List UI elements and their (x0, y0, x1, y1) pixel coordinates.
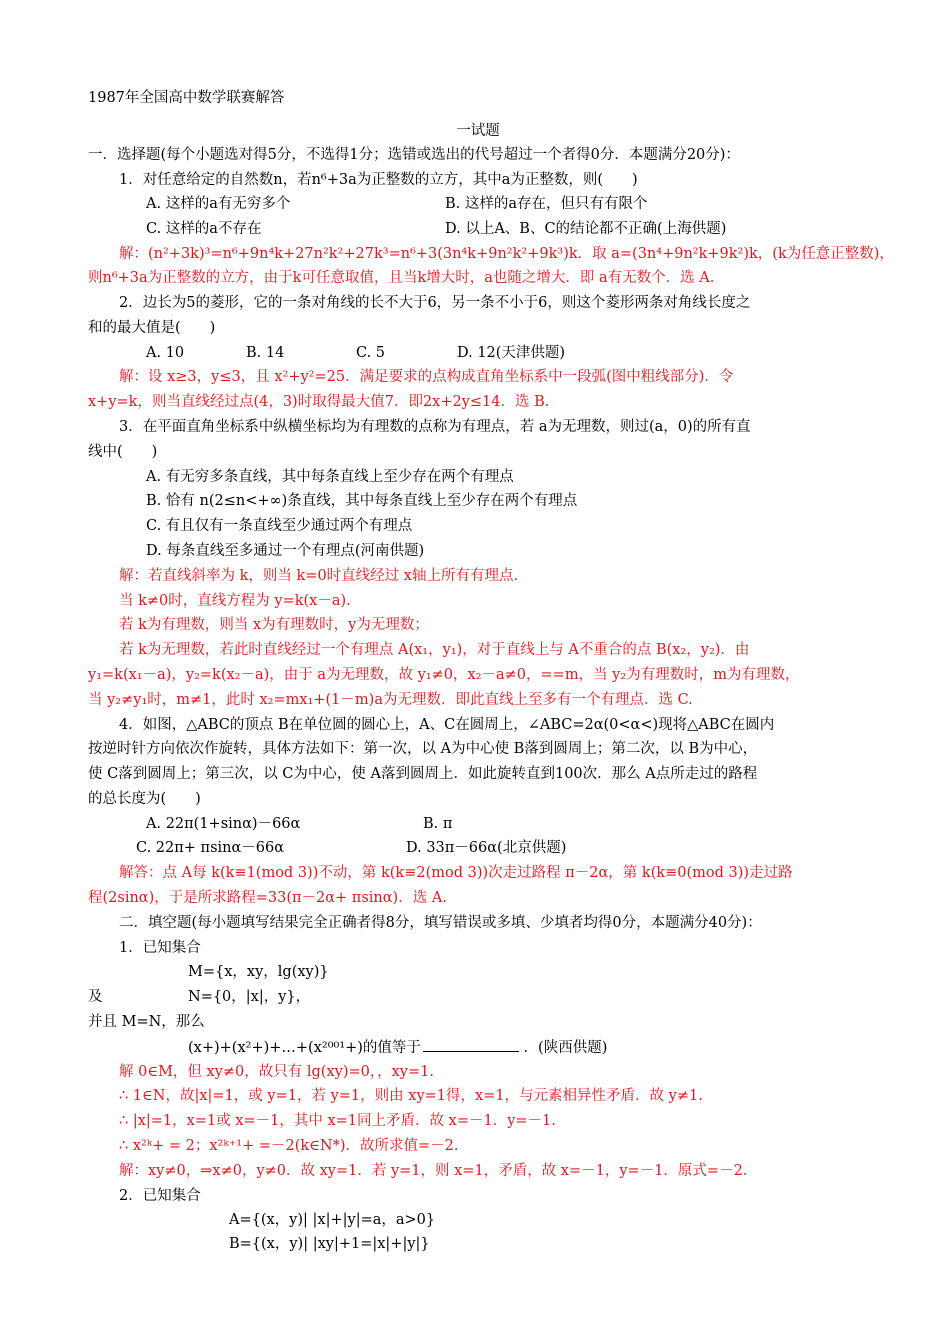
solution-line: ∴ x²ᵏ+ = 2；x²ᵏ⁺¹+ =－2(k∈N*)．故所求值=－2. (119, 1138, 459, 1154)
solution-line: x+y=k，则当直线经过点(4，3)时取得最大值7．即2x+2y≤14．选 B. (88, 394, 550, 410)
option-c: C. 这样的a不存在 (146, 221, 262, 237)
question-3: 3．在平面直角坐标系中纵横坐标均为有理数的点称为有理点，若 a为无理数，则过(a，0)的所有直 (119, 419, 751, 435)
expression-text: (x+)+(x²+)+…+(x²⁰⁰¹+)的值等于 (188, 1040, 421, 1056)
question-fill-1: 1．已知集合 (119, 940, 201, 956)
question-2-cont: 和的最大值是( ) (88, 320, 216, 336)
doc-title: 1987年全国高中数学联赛解答 (88, 90, 285, 106)
solution-line: 当 y₂≠y₁时，m≠1，此时 x₂=mx₁+(1－m)a为无理数．即此直线上至多有一个有理点．选 C. (88, 692, 693, 708)
solution-line: 若 k为无理数，若此时直线经过一个有理点 A(x₁，y₁)，对于直线上与 A不重合的点 B(x₂，y₂)．由 (119, 642, 750, 658)
solution-line: 解：若直线斜率为 k，则当 k=0时直线经过 x轴上所有有理点. (119, 568, 519, 584)
question-4-cont: 按逆时针方向依次作旋转，具体方法如下：第一次，以 A为中心使 B落到圆周上；第二次，以 B为中心， (88, 741, 758, 757)
option-c: C. 有且仅有一条直线至少通过两个有理点 (146, 518, 413, 534)
option-b: B. π (423, 816, 453, 832)
solution-line: 程(2sinα)，于是所求路程=33(π－2α+ πsinα)．选 A. (88, 890, 447, 906)
option-c: C. 22π+ πsinα－66α (136, 840, 285, 856)
answer-blank (423, 1037, 519, 1052)
expression-line (188, 1037, 607, 1058)
option-b: B. 这样的a存在，但只有有限个 (445, 196, 648, 212)
question-2: 2．边长为5的菱形，它的一条对角线的长不大于6，另一条不小于6，则这个菱形两条对角线长度之 (119, 295, 751, 311)
source-note: ．(陕西供题) (523, 1040, 608, 1056)
solution-line: 若 k为有理数，则当 x为有理数时，y为无理数； (119, 617, 429, 633)
set-a: A={(x，y)| |x|+|y|=a，a>0} (229, 1212, 436, 1228)
question-4-cont: 使 C落到圆周上；第三次，以 C为中心，使 A落到圆周上．如此旋转直到100次．那么 A点所走过的路程 (88, 766, 758, 782)
option-d: D. 12(天津供题) (457, 345, 566, 361)
solution-line: 当 k≠0时，直线方程为 y=k(x－a). (119, 593, 351, 609)
solution-line: 则n⁶+3a为正整数的立方，由于k可任意取值，且当k增大时，a也随之增大．即 a有无数个．选 A. (88, 270, 715, 286)
option-d: D. 33π－66α(北京供题) (406, 840, 567, 856)
option-b: B. 恰有 n(2≤n<+∞)条直线，其中每条直线上至少存在两个有理点 (146, 493, 578, 509)
section-heading: 一．选择题(每个小题选对得5分，不选得1分；选错或选出的代号超过一个者得0分．本题满分20分)： (88, 147, 740, 163)
option-a: A. 有无穷多条直线，其中每条直线上至少存在两个有理点 (146, 469, 514, 485)
option-a: A. 22π(1+sinα)－66α (146, 816, 301, 832)
option-a: A. 这样的a有无穷多个 (146, 196, 291, 212)
solution-line: 解 0∈M，但 xy≠0，故只有 lg(xy)=0，，xy=1. (119, 1064, 434, 1080)
set-b: B={(x，y)| |xy|+1=|x|+|y|} (229, 1236, 430, 1252)
solution-line: 解答：点 A每 k(k≡1(mod 3))不动，第 k(k≡2(mod 3))次走过路程 π－2α，第 k(k≡0(mod 3))走过路 (119, 865, 793, 881)
section-subtitle: 一试题 (456, 123, 500, 139)
question-fill-2: 2．已知集合 (119, 1188, 201, 1204)
solution-line: ∴ 1∈N，故|x|=1，或 y=1，若 y=1，则由 xy=1得，x=1，与元素相异性矛盾．故 y≠1. (119, 1088, 703, 1104)
set-m: M={x，xy，lg(xy)} (188, 964, 329, 980)
option-d: D. 每条直线至多通过一个有理点(河南供题) (146, 543, 425, 559)
question-1: 1．对任意给定的自然数n，若n⁶+3a为正整数的立方，其中a为正整数，则( ) (119, 172, 638, 188)
solution-line: ∴ |x|=1，x=1或 x=－1，其中 x=1同上矛盾．故 x=－1．y=－1. (119, 1113, 556, 1129)
solution-line: 解：(n²+3k)³=n⁶+9n⁴k+27n²k²+27k³=n⁶+3(3n⁴k+9n²k²+9k³)k．取 a=(3n⁴+9n²k+9k²)k，(k为任意正整数)， (119, 246, 894, 262)
solution-line: y₁=k(x₁－a)，y₂=k(x₂－a)，由于 a为无理数，故 y₁≠0，x₂－a≠0，==m，当 y₂为有理数时，m为有理数， (88, 667, 800, 683)
option-c: C. 5 (356, 345, 386, 361)
set-n: N={0，|x|，y}， (188, 989, 311, 1005)
text-and: 及 (88, 989, 103, 1005)
condition-line: 并且 M=N，那么 (88, 1014, 205, 1030)
question-4: 4．如图，△ABC的顶点 B在单位圆的圆心上，A、C在圆周上，∠ABC=2α(0<α<)现将△ABC在圆内 (119, 717, 775, 733)
option-b: B. 14 (246, 345, 285, 361)
option-a: A. 10 (146, 345, 185, 361)
solution-line: 解：xy≠0，⇒x≠0，y≠0．故 xy=1．若 y=1，则 x=1，矛盾，故 x=－1，y=－1．原式=－2. (119, 1163, 748, 1179)
solution-line: 解：设 x≥3，y≤3，且 x²+y²=25．满足要求的点构成直角坐标系中一段弧(图中粗线部分)．令 (119, 369, 734, 385)
section-heading: 二．填空题(每小题填写结果完全正确者得8分，填写错误或多填、少填者均得0分，本题满分40分)： (119, 915, 762, 931)
question-4-cont: 的总长度为( ) (88, 791, 201, 807)
question-3-cont: 线中( ) (88, 444, 158, 460)
option-d: D. 以上A、B、C的结论都不正确(上海供题) (445, 221, 727, 237)
